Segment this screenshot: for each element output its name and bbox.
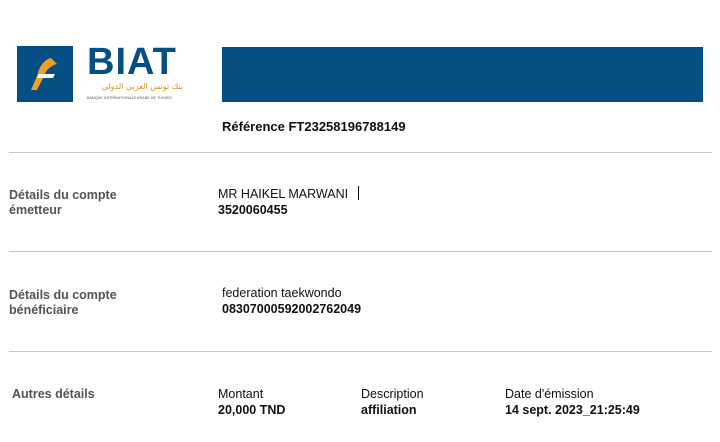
amount-value: 20,000 TND xyxy=(218,403,286,417)
amount-label: Montant xyxy=(218,387,264,401)
sender-name: MR HAIKEL MARWANI xyxy=(218,187,349,201)
biat-logo-icon xyxy=(17,46,73,102)
divider xyxy=(9,351,712,352)
beneficiary-account: 08307000592002762049 xyxy=(222,302,362,316)
sender-section-label xyxy=(9,188,117,218)
issue-date-value: 14 sept. 2023_21:25:49 xyxy=(505,403,640,417)
beneficiary-section-label xyxy=(9,288,117,318)
divider xyxy=(9,152,712,153)
beneficiary-name: federation taekwondo xyxy=(222,286,342,300)
text-cursor xyxy=(358,186,359,200)
description-label: Description xyxy=(361,387,424,401)
divider xyxy=(9,251,712,252)
beneficiary-label-line2: bénéficiaire xyxy=(9,303,79,317)
other-details-label: Autres détails xyxy=(12,387,95,401)
beneficiary-label-line1: Détails du compte xyxy=(9,288,117,302)
sender-label-line2: émetteur xyxy=(9,203,62,217)
brand-name: BIAT xyxy=(87,41,177,83)
brand-arabic-name: بنك تونس العربي الدولي xyxy=(101,82,183,91)
description-value: affiliation xyxy=(361,403,417,417)
header-banner xyxy=(222,47,703,102)
sender-account: 3520060455 xyxy=(218,203,288,217)
sender-label-line1: Détails du compte xyxy=(9,188,117,202)
brand-subtitle: BANQUE INTERNATIONALE ARABE DE TUNISIE xyxy=(87,96,172,100)
issue-date-label: Date d'émission xyxy=(505,387,594,401)
transfer-reference: Référence FT23258196788149 xyxy=(222,119,406,134)
